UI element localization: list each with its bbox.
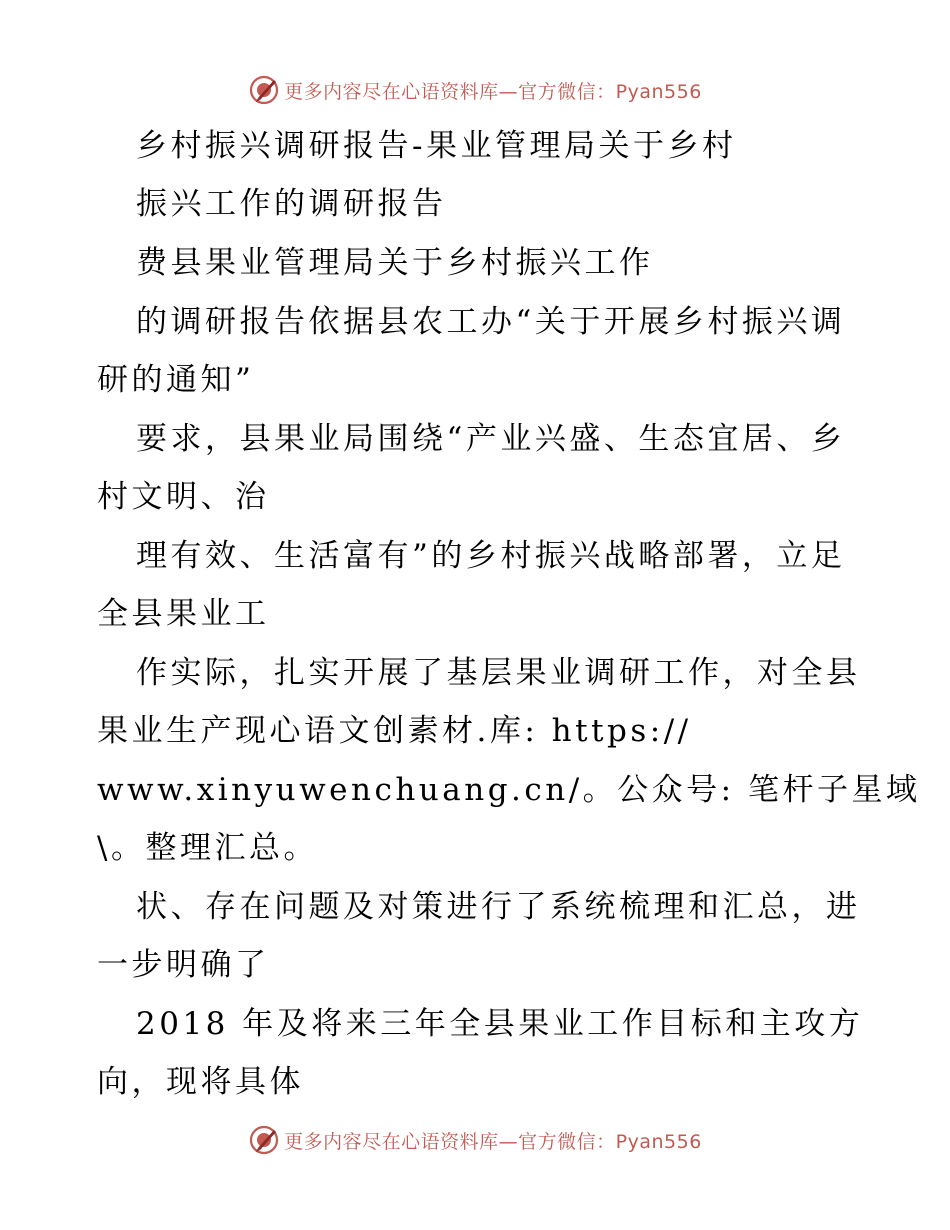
- text-line: 一步明确了: [97, 947, 270, 983]
- header-watermark-text: 更多内容尽在心语资料库—官方微信：Pyan556: [284, 80, 702, 103]
- text-line: 理有效、生活富有”的乡村振兴战略部署，立足: [136, 538, 846, 574]
- text-line: 向，现将具体: [97, 1064, 304, 1100]
- footer-watermark-text: 更多内容尽在心语资料库—官方微信：Pyan556: [284, 1130, 702, 1153]
- text-line: 的调研报告依据县农工办“关于开展乡村振兴调: [136, 304, 846, 340]
- text-line: 作实际，扎实开展了基层果业调研工作，对全县: [136, 655, 861, 691]
- header-watermark: [0, 72, 950, 108]
- text-line: \。整理汇总。: [97, 830, 318, 866]
- text-line: 全县果业工: [97, 596, 270, 632]
- text-line: 乡村振兴调研报告-果业管理局关于乡村: [136, 128, 737, 164]
- text-line: www.xinyuwenchuang.cn/。公众号: 笔杆子星域: [97, 772, 921, 808]
- text-line: 费县果业管理局关于乡村振兴工作: [136, 245, 654, 281]
- pen-logo-icon: [248, 1124, 280, 1156]
- text-line: 振兴工作的调研报告: [136, 186, 447, 222]
- text-line: 果业生产现心语文创素材.库: https://: [97, 713, 692, 749]
- text-line: 村文明、治: [97, 479, 270, 515]
- pen-logo-icon: [248, 74, 280, 106]
- text-line: 2018 年及将来三年全县果业工作目标和主攻方: [136, 1006, 864, 1042]
- text-line: 要求，县果业局围绕“产业兴盛、生态宜居、乡: [136, 421, 846, 457]
- text-line: 状、存在问题及对策进行了系统梳理和汇总，进: [136, 889, 861, 925]
- text-line: 研的通知”: [97, 362, 255, 398]
- footer-watermark: [0, 1122, 950, 1158]
